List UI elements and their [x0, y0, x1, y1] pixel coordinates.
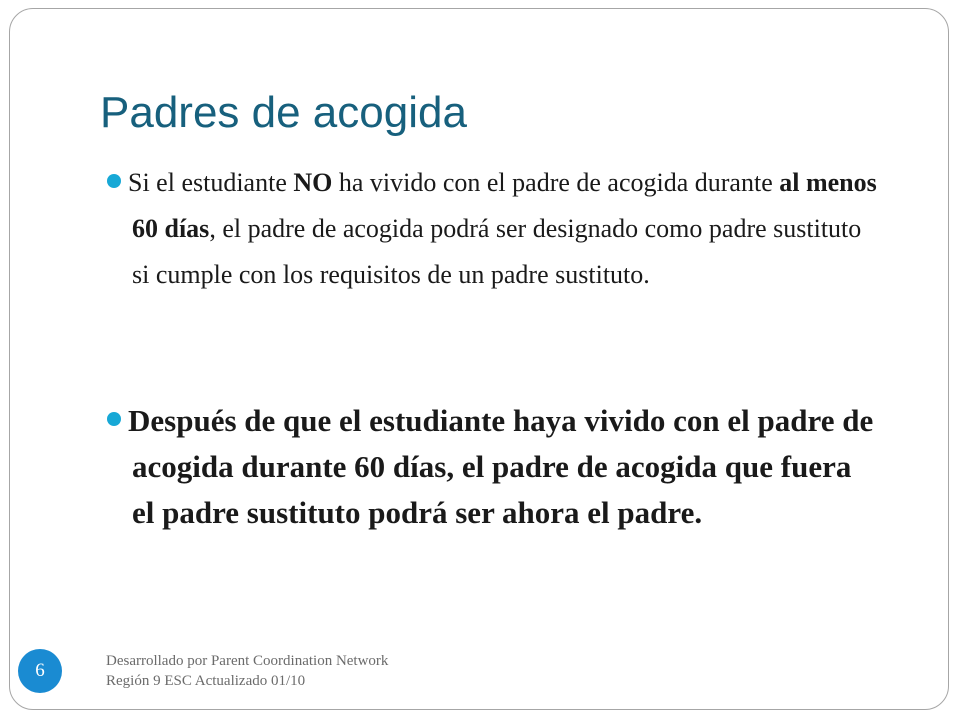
footer — [106, 651, 388, 691]
bullet-1-part-3: ha vivido con el padre de acogida durante — [332, 168, 780, 197]
bullet-text-1 — [100, 160, 880, 298]
bullet-1-emphasis-no: NO — [293, 168, 333, 197]
footer-line-1: Desarrollado por Parent Coordination Network — [106, 653, 389, 669]
footer-line-2: Región 9 ESC Actualizado 01/10 — [106, 673, 306, 689]
slide-title: Padres de acogida — [100, 88, 467, 137]
bullet-1-part-1: Si el estudiante — [128, 168, 294, 197]
bullet-1-emphasis-days: al menos 60 días — [132, 168, 877, 243]
bullet-dot-icon — [107, 174, 121, 188]
bullet-item-2 — [100, 398, 880, 536]
bullet-1-part-5: , el padre de acogida podrá ser designado como padre sustituto si cumple con los requisitos de un padre sustituto. — [132, 214, 862, 289]
page-number-badge: 6 — [18, 649, 62, 693]
bullet-text-2: Después de que el estudiante haya vivido con el padre de acogida durante 60 días, el padre de acogida que fuera el padre sustituto podrá ser ahora el padre. — [128, 403, 874, 530]
bullet-item-1 — [100, 160, 880, 298]
bullet-dot-icon — [107, 412, 121, 426]
